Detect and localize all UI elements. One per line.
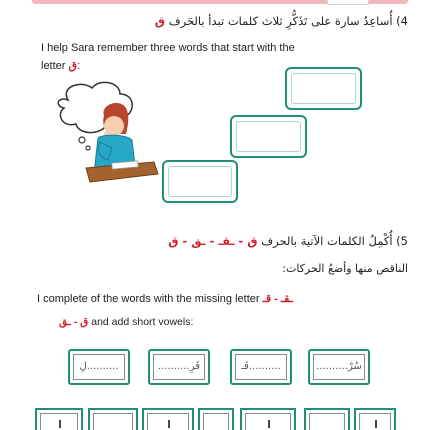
fill-blank-inner [93,413,133,430]
q5-english-line2 [59,316,193,328]
q5-arabic-instruction-line2: الناقص منها وأضعُ الحركات: [282,262,408,275]
fill-blank-box-row2[interactable] [35,408,83,430]
fill-blank-box-1[interactable] [308,349,370,385]
q5-arabic-text: 5) أُكْمِلُ الكلمات الآتية بالحرف [261,234,408,248]
answer-box-inner [168,166,232,197]
q4-english-prefix: letter [41,60,66,72]
answer-box-inner [291,73,356,104]
fill-blank-box-row2[interactable] [88,408,138,430]
letter-stroke [168,420,170,428]
q4-english-letter: ق [68,60,78,72]
thinking-girl-illustration [42,78,162,188]
fill-blank-text: ..........فَـ [241,361,281,372]
q5-english-suffix: and add short vowels: [91,316,194,328]
q4-english-line1: I help Sara remember three words that start with the [41,42,295,54]
fill-blank-box-row2[interactable] [354,408,396,430]
thought-dot-1 [79,137,85,143]
q5-english-letters: ـقـ - قـ [262,293,293,305]
fill-blank-text: ..........لِ [79,361,119,372]
fill-blank-text: فَرِ.......... [157,361,201,372]
answer-box-inner [236,121,301,152]
answer-box-2[interactable] [230,115,307,158]
q5-english-letters-2: ق - ـق [59,316,89,328]
answer-box-3[interactable] [162,160,238,203]
fill-blank-inner [309,413,345,430]
q4-arabic-text: 4) أُساعِدُ سارة على تَذَكُّرِ ثلاث كلمات تبدأ بالحَرف [168,14,408,28]
fill-blank-inner [203,413,229,430]
q5-english-text: I complete of the words with the missing letter [37,293,260,305]
q5-arabic-instruction [168,234,408,248]
q5-arabic-letters: ق - ـقـ - ـق - ق [168,234,258,248]
fill-blank-box-row2[interactable] [198,408,234,430]
fill-blank-box-4[interactable] [68,349,130,385]
q4-english-suffix: : [77,60,81,72]
letter-stroke [59,420,61,428]
fill-blank-box-row2[interactable] [304,408,350,430]
letter-stroke [268,420,270,428]
fill-blank-box-3[interactable] [148,349,210,385]
top-bar-tab [327,0,369,5]
answer-box-1[interactable] [285,67,362,110]
thought-dot-2 [86,146,90,150]
q4-arabic-instruction [155,14,408,28]
fill-blank-box-row2[interactable] [142,408,194,430]
q5-english-line1 [37,292,293,305]
q4-arabic-letter: ق [154,14,166,28]
fill-blank-box-2[interactable] [230,349,292,385]
q4-english-line2 [41,59,80,72]
fill-blank-box-row2[interactable] [240,408,296,430]
fill-blank-text: سُرْ.......... [316,361,362,372]
letter-stroke [375,420,377,428]
